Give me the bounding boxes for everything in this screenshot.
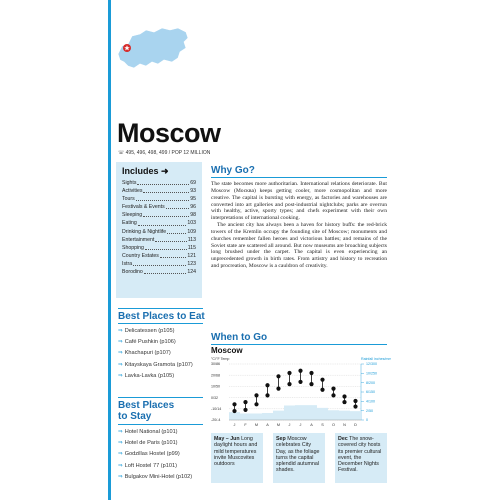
- includes-box: [116, 162, 202, 298]
- list-item-text: Café Pushkin (p106): [124, 339, 176, 346]
- best-stay-heading-line-1: Best Places: [118, 400, 175, 411]
- x-tick-label: A: [266, 423, 269, 427]
- leader-dots: [138, 219, 187, 225]
- why-go-heading: Why Go?: [211, 165, 255, 176]
- temp-max-point: [232, 402, 236, 406]
- includes-item-label: Country Estates: [122, 252, 159, 259]
- y-left-tick-label: 20/68: [211, 373, 220, 378]
- y-left-tick-label: -10/14: [211, 407, 222, 411]
- includes-item: [122, 179, 196, 187]
- includes-item: [122, 211, 196, 219]
- includes-item-label: Eating: [122, 220, 137, 227]
- list-item-text: Delicatessen (p105): [124, 328, 175, 334]
- includes-item-page: 123: [187, 260, 196, 267]
- includes-list: [122, 179, 196, 276]
- info-box-lead: May – Jun: [214, 436, 240, 442]
- temp-max-point: [287, 371, 291, 375]
- russia-locator-map: [112, 22, 192, 74]
- info-box-lead: Sep: [276, 436, 286, 442]
- x-tick-label: M: [254, 423, 259, 427]
- temp-min-point: [276, 387, 280, 391]
- includes-item: [122, 187, 196, 195]
- y-left-tick-label: 10/50: [211, 384, 220, 389]
- arrow-bullet-icon: ⇒: [118, 473, 123, 480]
- page-title: Moscow: [117, 118, 221, 148]
- why-go-paragraph-2: The ancient city has always been a haven for history buffs: the red-brick towers of the Kremlin occupy the founding site of Moscow; monuments and churches remember fallen heroes and victorious battles; and remains of the Soviet state are scattered all around. But now museums are broaching subjects long brushed under the carpet. The capital is even experiencing an unprecedented growth in birth rates. From artistry and history to recreation and procreation, Moscow is a cauldron of creativity.: [211, 222, 387, 270]
- arrow-bullet-icon: ⇒: [118, 462, 123, 469]
- x-tick-label: S: [321, 423, 324, 427]
- list-item-text: Godzillas Hostel (p99): [124, 451, 180, 458]
- temp-min-point: [298, 380, 302, 384]
- list-item: [118, 449, 208, 460]
- includes-item-page: 103: [187, 220, 196, 227]
- x-tick-label: J: [299, 423, 302, 427]
- list-item: [118, 427, 208, 438]
- list-item: [118, 326, 206, 337]
- y-right-tick-label: 12/300: [366, 362, 377, 367]
- y-left-tick-label: 30/86: [211, 362, 220, 367]
- temp-max-point: [265, 383, 269, 387]
- best-eat-list: [118, 326, 206, 382]
- x-tick-label: J: [288, 423, 291, 427]
- best-stay-top-rule: [118, 397, 203, 398]
- arrow-bullet-icon: ⇒: [118, 440, 123, 447]
- temp-max-point: [309, 371, 313, 375]
- x-tick-label: F: [244, 423, 247, 427]
- includes-item-page: 124: [187, 269, 196, 276]
- includes-item: [122, 228, 196, 236]
- includes-item: [122, 236, 196, 244]
- y-left-tick-label: 0/32: [211, 395, 218, 400]
- temp-min-point: [254, 402, 258, 406]
- includes-item-page: 96: [190, 204, 196, 211]
- when-to-go-rule: [211, 344, 387, 345]
- y-right-tick-label: 8/200: [366, 380, 375, 385]
- y-left-axis-label: °C/°F Temp: [211, 357, 230, 361]
- includes-item-page: 93: [190, 188, 196, 195]
- best-eat-top-rule: [118, 308, 203, 309]
- includes-item-label: Shopping: [122, 244, 144, 251]
- info-box-lead: Dec: [338, 436, 348, 442]
- includes-item-page: 69: [190, 180, 196, 186]
- why-go-rule: [211, 177, 387, 178]
- list-item: [118, 371, 206, 382]
- why-go-paragraph-1: The state becomes more authoritarian. International relations deteriorate. But Moscow (Москва) keeps getting cooler, more cosmopolitan and more creative. The capital is bursting with energy, as factories and warehouses are converted into art galleries and post-industrial nightclubs; parks are overrun with healthy, active, sporty types; and chefs experiment with their own interpretations of international cooking.: [211, 181, 387, 222]
- includes-item-label: Istra: [122, 260, 133, 267]
- temp-max-point: [243, 400, 247, 404]
- list-item-text: Bulgakov Mini-Hotel (p102): [124, 473, 193, 480]
- arrow-bullet-icon: ⇒: [118, 429, 123, 435]
- list-item-text: Khachapuri (p107): [124, 350, 171, 357]
- includes-item-page: 113: [187, 236, 196, 243]
- phone-population-text: 495, 496, 498, 499 / POP 12 MILLION: [125, 150, 211, 156]
- temp-min-point: [232, 409, 236, 413]
- margin-rule: [108, 0, 111, 500]
- phone-population-line: [118, 150, 210, 156]
- includes-item-page: 98: [190, 212, 196, 219]
- y-right-tick-label: 2/50: [366, 408, 373, 413]
- best-stay-list: [118, 427, 208, 483]
- arrow-bullet-icon: ⇒: [118, 451, 123, 458]
- includes-item-label: Sleeping: [122, 212, 143, 219]
- chart-city-label: Moscow: [211, 346, 243, 355]
- includes-item: [122, 195, 196, 203]
- arrow-right-icon: ➜: [161, 166, 169, 176]
- leader-dots: [137, 179, 189, 185]
- includes-item-label: Entertainment: [122, 236, 155, 243]
- temp-max-point: [320, 378, 324, 382]
- best-eat-heading: Best Places to Eat: [118, 311, 205, 322]
- leader-dots: [160, 252, 186, 258]
- temp-min-point: [309, 382, 313, 386]
- arrow-bullet-icon: ⇒: [118, 328, 123, 334]
- temp-max-point: [254, 393, 258, 397]
- leader-dots: [133, 260, 186, 266]
- leader-dots: [145, 244, 187, 250]
- temp-max-point: [331, 387, 335, 391]
- list-item: [118, 461, 208, 472]
- list-item-text: Loft Hostel 77 (p101): [124, 462, 177, 469]
- temp-min-point: [320, 388, 324, 392]
- includes-heading: Includes ➜: [122, 166, 169, 176]
- includes-item-label: Tours: [122, 196, 135, 203]
- x-tick-label: J: [233, 423, 236, 427]
- info-box-text: Long daylight hours and mild temperatures invite Muscovites outdoors: [214, 436, 258, 468]
- leader-dots: [143, 211, 189, 217]
- list-item-text: Kitayskaya Gramota (p107): [124, 361, 193, 368]
- x-tick-label: D: [354, 423, 357, 427]
- temp-min-point: [265, 393, 269, 397]
- phone-icon: ☏: [118, 150, 125, 156]
- includes-item-page: 121: [187, 252, 196, 259]
- temp-min-point: [353, 404, 357, 408]
- includes-item: [122, 244, 196, 252]
- info-box-text: Moscow celebrates City Day, as the foliage turns the capital splendid autumnal shades.: [276, 436, 320, 474]
- temp-min-point: [287, 382, 291, 386]
- y-left-tick-label: -20/-4: [211, 418, 221, 423]
- temp-min-point: [342, 400, 346, 404]
- when-to-go-heading: When to Go: [211, 332, 268, 343]
- best-stay-rule: [118, 424, 203, 425]
- list-item: [118, 337, 206, 348]
- info-box-text: The snow-covered city hosts its premier cultural event, the December Nights Festival.: [338, 436, 382, 474]
- arrow-bullet-icon: ⇒: [118, 361, 123, 368]
- y-right-tick-label: 4/100: [366, 399, 375, 404]
- x-tick-label: O: [332, 423, 335, 427]
- y-right-tick-label: 6/150: [366, 390, 375, 395]
- list-item-text: Hotel de Paris (p101): [124, 440, 178, 447]
- leader-dots: [167, 228, 186, 234]
- temp-max-point: [276, 374, 280, 378]
- includes-item-page: 115: [187, 244, 196, 251]
- includes-item-label: Drinking & Nightlife: [122, 228, 167, 235]
- y-right-axis-label: Rainfall inches/mm: [361, 357, 391, 361]
- arrow-bullet-icon: ⇒: [118, 350, 123, 357]
- best-stay-heading: [118, 400, 174, 422]
- header-band: [0, 0, 500, 113]
- leader-dots: [155, 236, 186, 242]
- includes-item: [122, 252, 196, 260]
- temp-max-point: [353, 399, 357, 403]
- includes-item-label: Sights: [122, 180, 137, 186]
- list-item: [118, 348, 206, 359]
- list-item-text: Lavka-Lavka (p105): [124, 372, 175, 379]
- temp-max-point: [342, 394, 346, 398]
- climate-chart: [211, 356, 391, 431]
- y-right-tick-label: 10/250: [366, 371, 377, 376]
- info-box-sep: [273, 433, 325, 483]
- arrow-bullet-icon: ⇒: [118, 339, 123, 346]
- includes-item: [122, 260, 196, 268]
- rainfall-area: [229, 405, 361, 420]
- list-item: [118, 438, 208, 449]
- includes-item-label: Festivals & Events: [122, 204, 165, 211]
- includes-item-page: 95: [190, 196, 196, 203]
- includes-item: [122, 219, 196, 227]
- list-item-text: Hotel National (p101): [124, 429, 178, 435]
- includes-item: [122, 203, 196, 211]
- temp-min-point: [331, 393, 335, 397]
- includes-item-label: Borodino: [122, 269, 143, 276]
- x-tick-label: N: [343, 423, 346, 427]
- info-box-dec: [335, 433, 387, 483]
- leader-dots: [144, 268, 187, 274]
- temp-min-point: [243, 408, 247, 412]
- includes-item-label: Activities: [122, 188, 143, 195]
- includes-item: [122, 268, 196, 276]
- best-stay-heading-line-2: to Stay: [118, 411, 152, 422]
- leader-dots: [166, 203, 190, 209]
- temp-max-point: [298, 369, 302, 373]
- best-eat-rule: [118, 323, 203, 324]
- why-go-body: [211, 181, 387, 270]
- x-tick-label: M: [276, 423, 281, 427]
- list-item: [118, 472, 208, 483]
- info-box-may-jun: [211, 433, 263, 483]
- includes-item-page: 109: [187, 228, 196, 235]
- y-right-tick-label: 0: [366, 418, 368, 423]
- leader-dots: [143, 187, 189, 193]
- leader-dots: [136, 195, 190, 201]
- x-tick-label: A: [310, 423, 313, 427]
- list-item: [118, 360, 206, 371]
- arrow-bullet-icon: ⇒: [118, 372, 123, 379]
